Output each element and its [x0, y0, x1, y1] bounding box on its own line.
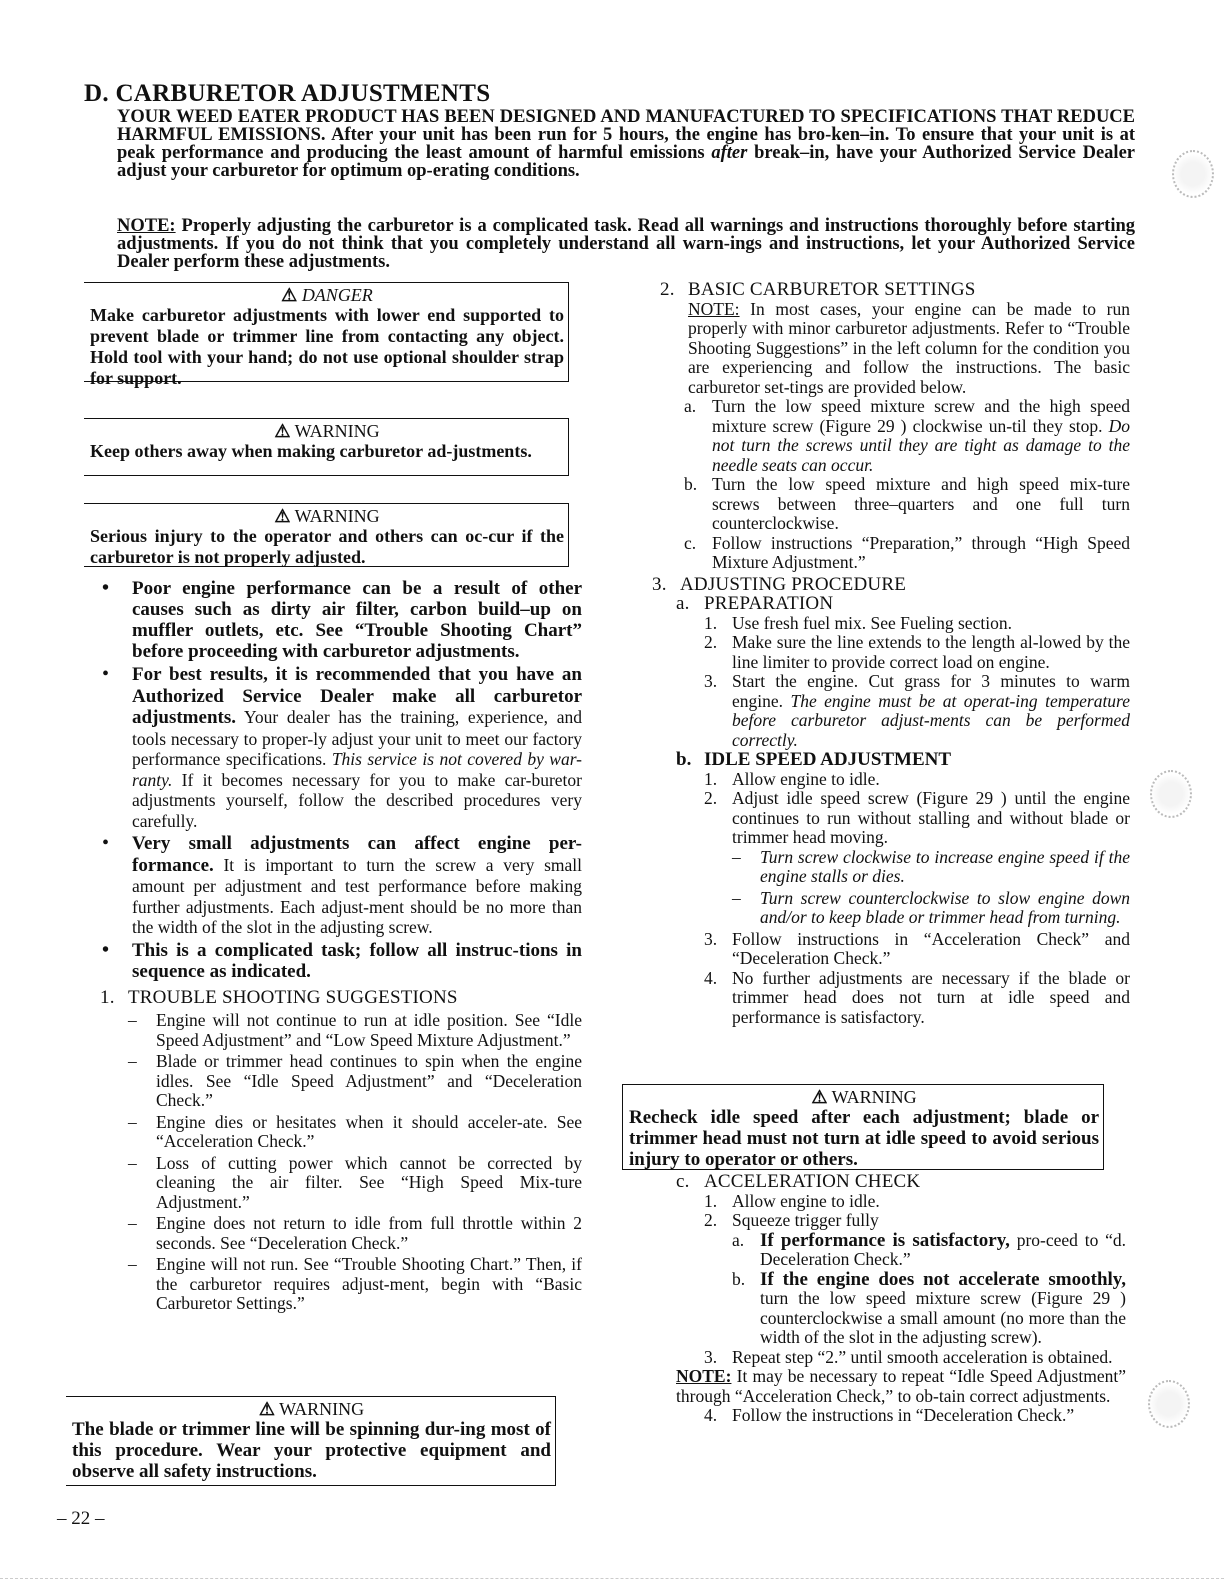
trouble-item: – Blade or trimmer head continues to spin when the engine idles. See “Idle Speed Adjustment” and “Deceleration Check.”: [128, 1051, 582, 1110]
left-column: [100, 578, 582, 1316]
warning-2-title: WARNING: [294, 506, 380, 526]
accel-heading: c. ACCELERATION CHECK: [676, 1171, 921, 1192]
bullet-dot-icon: •: [102, 832, 110, 854]
trouble-list: [100, 1011, 582, 1314]
prep-item: 1. Use fresh fuel mix. See Fueling section.: [704, 612, 1012, 633]
prep-heading: a. PREPARATION: [676, 593, 834, 614]
prep-item: 3. Start the engine. Cut grass for 3 minutes to warm engine. The engine must be at operat-ing temperature before carburetor adjust-ments can be performed correctly.: [704, 671, 1130, 750]
warning-box-4: [622, 1084, 1104, 1170]
warning-2-text: Serious injury to the operator and others can oc-cur if the carburetor is not properly adjusted.: [90, 526, 564, 567]
trouble-item: – Engine will not run. See “Trouble Shooting Chart.” Then, if the carburetor requires adjust-ment, begin with “Basic Carburetor Settings.”: [128, 1254, 582, 1313]
intro-paragraph: [117, 108, 1135, 180]
warning-triangle-icon: ⚠: [281, 285, 298, 305]
danger-text: Make carburetor adjustments with lower end supported to prevent blade or trimmer line from contacting any object. Hold tool with your hand; do not use optional shoulder strap for support.: [90, 305, 564, 388]
accel-item: 2. Squeeze trigger fully: [704, 1210, 879, 1230]
bullet-4: • This is a complicated task; follow all instruc-tions in sequence as indicated.: [102, 938, 582, 982]
trouble-item: – Loss of cutting power which cannot be corrected by cleaning the air filter. See “High Speed Mix-ture Adjustment.”: [128, 1152, 582, 1212]
danger-box: [84, 282, 569, 388]
basic-step-a: a. Turn the low speed mixture screw and the high speed mixture screw (Figure 29 ) clockwise un-til they stop. Do not turn the screws until they are tight as damage to the needle seats can occur.: [684, 396, 1130, 475]
accel-list: [704, 1192, 1126, 1368]
basic-heading: 2. BASIC CARBURETOR SETTINGS: [660, 279, 976, 300]
bullet-dot-icon: •: [102, 938, 110, 961]
warning-1-title: WARNING: [294, 421, 380, 441]
page-number: – 22 –: [57, 1508, 105, 1529]
warning-box-2: [84, 503, 569, 567]
trouble-heading: 1. TROUBLE SHOOTING SUGGESTIONS: [100, 986, 458, 1008]
idle-list: [704, 770, 1130, 1028]
trouble-item: – Engine will not continue to run at idle position. See “Idle Speed Adjustment” and “Low Speed Mixture Adjustment.”: [128, 1010, 582, 1050]
warning-4-title: WARNING: [831, 1087, 917, 1107]
intro-after: after: [711, 143, 748, 163]
bullet-dot-icon: •: [102, 663, 110, 685]
warning-1-text: Keep others away when making carburetor ad-justments.: [90, 441, 532, 461]
basic-note: NOTE: In most cases, your engine can be made to run properly with minor carburetor adjustments. Refer to “Trouble Shooting Suggestions” in the left column for the condition you are experiencing and follow the instructions. The basic carburetor set-tings are provided below.: [688, 298, 1130, 397]
note-paragraph: [117, 217, 1135, 271]
warning-3-title: WARNING: [279, 1399, 365, 1419]
note-text: Properly adjusting the carburetor is a complicated task. Read all warnings and instructions thoroughly before starting adjustments. If you do not think that you completely understand all warn-ings and instructions, let your Authorized Service Dealer perform these adjustments.: [117, 216, 1135, 272]
warning-box-3: [66, 1396, 556, 1486]
warning-triangle-icon: ⚠: [258, 1399, 275, 1419]
note-label: NOTE:: [117, 216, 176, 236]
trouble-item: – Engine dies or hesitates when it should acceler-ate. See “Acceleration Check.”: [128, 1111, 582, 1151]
warning-4-text: Recheck idle speed after each adjustment; blade or trimmer head must not turn at idle speed to avoid serious injury to operator or others.: [629, 1107, 1099, 1170]
warning-box-1: [84, 418, 569, 476]
warning-triangle-icon: ⚠: [274, 421, 291, 441]
idle-item: 2. Adjust idle speed screw (Figure 29 ) until the engine continues to run without stalling and without blade or trimmer head moving.: [704, 788, 1130, 847]
intro-text-b: break–in, have your Authorized Service Dealer adjust your carburetor for optimum op-erating conditions.: [117, 143, 1135, 181]
accel-note: NOTE: It may be necessary to repeat “Idle Speed Adjustment” through “Acceleration Check,” to ob-tain correct adjustments.: [676, 1366, 1126, 1406]
warning-triangle-icon: ⚠: [274, 506, 291, 526]
basic-step-c: c. Follow instructions “Preparation,” through “High Speed Mixture Adjustment.”: [684, 532, 1130, 572]
binder-hole-icon: [1148, 1380, 1190, 1428]
intro-text-a: YOUR WEED EATER PRODUCT HAS BEEN DESIGNED AND MANUFACTURED TO SPECIFICATIONS THAT REDUCE HARMFUL EMISSIONS. After your unit has been run for 5 hours, the engine has bro-ken–in. To ensure that your unit is at peak performance and producing the least amount of harmful emissions: [117, 107, 1135, 163]
idle-item: 3. Follow instructions in “Acceleration Check” and “Deceleration Check.”: [704, 928, 1130, 968]
idle-item: 4. No further adjustments are necessary if the blade or trimmer head does not turn at idle speed and performance is satisfactory.: [704, 967, 1130, 1027]
idle-item: 1. Allow engine to idle.: [704, 768, 880, 789]
acceleration-section: [676, 1172, 1126, 1426]
basic-step-b: b. Turn the low speed mixture and high speed mix-ture screws between three–quarters and one full turn counterclockwise.: [684, 474, 1130, 533]
prep-item: 2. Make sure the line extends to the length al-lowed by the line limiter to provide correct load on engine.: [704, 632, 1130, 672]
binder-hole-icon: [1150, 770, 1192, 818]
idle-heading: b. IDLE SPEED ADJUSTMENT: [676, 749, 952, 770]
warning-3-text: The blade or trimmer line will be spinning dur-ing most of this procedure. Wear your protective equipment and observe all safety instructions.: [72, 1419, 551, 1482]
accel-item: 1. Allow engine to idle.: [704, 1190, 880, 1211]
binder-hole-icon: [1172, 150, 1214, 198]
danger-title: DANGER: [301, 285, 373, 305]
adjusting-heading: 3. ADJUSTING PROCEDURE: [652, 573, 907, 595]
bullet-dot-icon: •: [102, 577, 110, 599]
bullet-3: • Very small adjustments can affect engine per-formance. It is important to turn the screw a very small amount per adjustment and test performance before making further adjustments. Each adjust-ment should be no more than the width of the slot in the adjusting screw.: [102, 832, 582, 937]
accel-item: 3. Repeat step “2.” until smooth acceleration is obtained.: [704, 1346, 1113, 1367]
idle-sub-item: – Turn screw clockwise to increase engine speed if the engine stalls or dies.: [732, 846, 1130, 886]
warning-triangle-icon: ⚠: [811, 1087, 828, 1107]
right-column: [652, 279, 1130, 1027]
bottom-divider: [0, 1578, 1224, 1579]
bullet-1: • Poor engine performance can be a result of other causes such as dirty air filter, carbon build–up on muffler outlets, etc. See “Trouble Shooting Chart” before proceeding with carburetor adjustments.: [102, 577, 582, 662]
bullet-2: • For best results, it is recommended that you have an Authorized Service Dealer make all carburetor adjustments. Your dealer has the training, experience, and tools necessary to proper-ly adjust your unit to meet our factory performance specifications. This service is not covered by war-ranty. If it becomes necessary for you to make car-buretor adjustments yourself, follow the described procedures very carefully.: [102, 663, 582, 831]
accel-sub-item: b. If the engine does not accelerate smoothly, turn the low speed mixture screw (Figure 29 ) counterclockwise a small amount (no more than the width of the slot in the adjusting screw).: [732, 1268, 1126, 1347]
idle-sub-item: – Turn screw counterclockwise to slow engine down and/or to keep blade or trimmer head from turning.: [732, 887, 1130, 927]
trouble-item: – Engine does not return to idle from full throttle within 2 seconds. See “Deceleration Check.”: [128, 1213, 582, 1253]
prep-list: [704, 614, 1130, 751]
accel-sub-item: a. If performance is satisfactory, pro-ceed to “d. Deceleration Check.”: [732, 1229, 1126, 1269]
section-title: D. CARBURETOR ADJUSTMENTS: [84, 80, 491, 107]
accel-item: 4. Follow the instructions in “Deceleration Check.”: [704, 1405, 1075, 1425]
